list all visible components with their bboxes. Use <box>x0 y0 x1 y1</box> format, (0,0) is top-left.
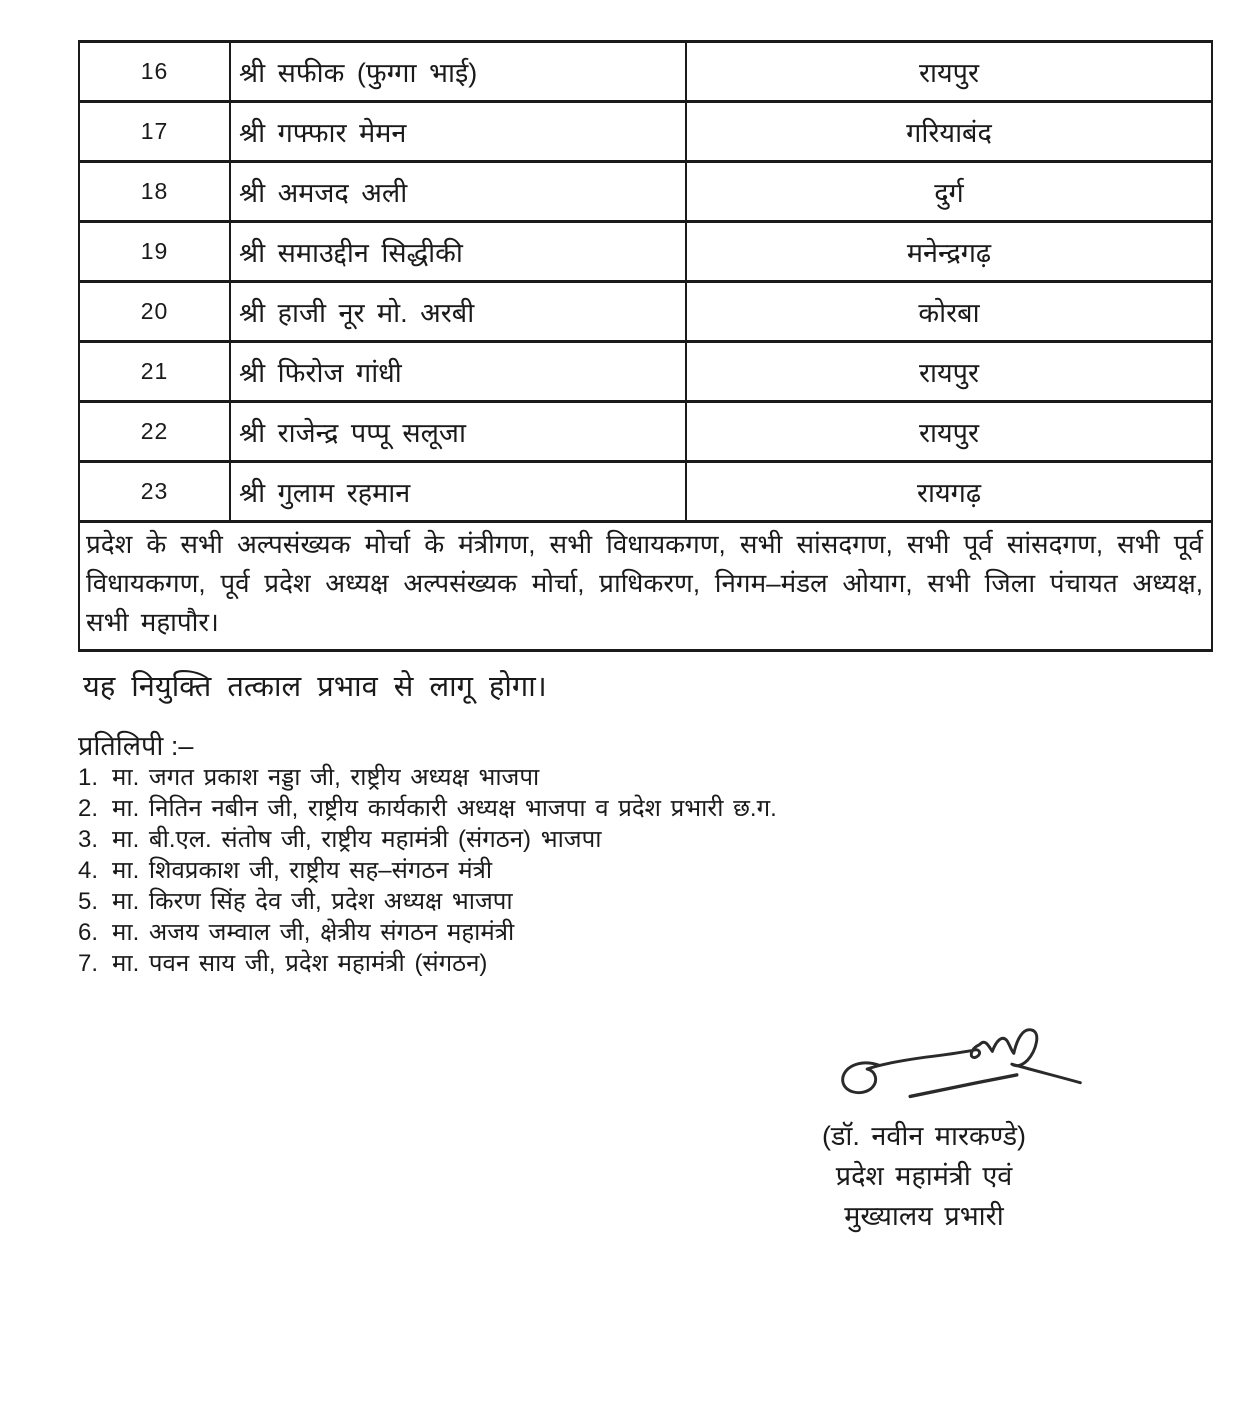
copy-recipient-list <box>78 762 938 979</box>
row-serial: 22 <box>79 402 230 462</box>
list-item <box>78 855 938 886</box>
list-item <box>78 762 938 793</box>
row-name: श्री गफ्फार मेमन <box>230 102 686 162</box>
list-item-number: 4. <box>78 857 99 884</box>
signatory-block <box>778 1116 1070 1236</box>
table-footer-note: प्रदेश के सभी अल्पसंख्यक मोर्चा के मंत्रीगण, सभी विधायकगण, सभी सांसदगण, सभी पूर्व सांसदगण, सभी पूर्व विधायकगण, पूर्व प्रदेश अध्यक्ष अल्पसंख्यक मोर्चा, प्राधिकरण, निगम–मंडल ओयाग, सभी जिला पंचायत अध्यक्ष, सभी महापौर। <box>79 522 1212 651</box>
row-name: श्री फिरोज गांधी <box>230 342 686 402</box>
signatory-name: (डॉ. नवीन मारकण्डे) <box>821 1121 1027 1151</box>
row-place: रायपुर <box>686 342 1212 402</box>
list-item-text: मा. अजय जम्वाल जी, क्षेत्रीय संगठन महामंत्री <box>112 919 515 946</box>
list-item-text: मा. जगत प्रकाश नड्डा जी, राष्ट्रीय अध्यक्ष भाजपा <box>112 764 540 791</box>
row-serial: 17 <box>79 102 230 162</box>
list-item-number: 5. <box>78 888 99 915</box>
list-item-text: मा. नितिन नबीन जी, राष्ट्रीय कार्यकारी अध्यक्ष भाजपा व प्रदेश प्रभारी छ.ग. <box>112 795 777 822</box>
list-item-text: मा. किरण सिंह देव जी, प्रदेश अध्यक्ष भाजपा <box>112 888 513 915</box>
appointee-table <box>78 40 1213 652</box>
row-serial: 21 <box>79 342 230 402</box>
row-name: श्री सफीक (फुग्गा भाई) <box>230 42 686 102</box>
table-row <box>79 402 1212 462</box>
list-item-number: 3. <box>78 826 99 853</box>
row-name: श्री गुलाम रहमान <box>230 462 686 522</box>
row-place: रायपुर <box>686 42 1212 102</box>
table-row <box>79 162 1212 222</box>
list-item-text: मा. पवन साय जी, प्रदेश महामंत्री (संगठन) <box>112 950 488 977</box>
row-serial: 23 <box>79 462 230 522</box>
row-place: मनेन्द्रगढ़ <box>686 222 1212 282</box>
table-footer-row <box>79 522 1212 651</box>
row-place: गरियाबंद <box>686 102 1212 162</box>
list-item-text: मा. बी.एल. संतोष जी, राष्ट्रीय महामंत्री (संगठन) भाजपा <box>112 826 602 853</box>
list-item <box>78 824 938 855</box>
row-name: श्री राजेन्द्र पप्पू सलूजा <box>230 402 686 462</box>
row-place: रायपुर <box>686 402 1212 462</box>
list-item <box>78 948 938 979</box>
list-item-number: 1. <box>78 764 99 791</box>
list-item <box>78 917 938 948</box>
row-place: दुर्ग <box>686 162 1212 222</box>
list-item-text: मा. शिवप्रकाश जी, राष्ट्रीय सह–संगठन मंत्री <box>112 857 493 884</box>
table-row <box>79 462 1212 522</box>
table-row <box>79 102 1212 162</box>
row-place: रायगढ़ <box>686 462 1212 522</box>
effective-note: यह नियुक्ति तत्काल प्रभाव से लागू होगा। <box>83 671 547 703</box>
list-item <box>78 793 938 824</box>
list-item <box>78 886 938 917</box>
signatory-title-line1: प्रदेश महामंत्री एवं <box>835 1161 1013 1191</box>
row-serial: 18 <box>79 162 230 222</box>
row-serial: 20 <box>79 282 230 342</box>
copy-list-heading: प्रतिलिपी :– <box>78 731 194 761</box>
signature-image <box>833 1026 1091 1114</box>
row-serial: 19 <box>79 222 230 282</box>
list-item-number: 2. <box>78 795 99 822</box>
table-row <box>79 282 1212 342</box>
row-name: श्री हाजी नूर मो. अरबी <box>230 282 686 342</box>
list-item-number: 7. <box>78 950 99 977</box>
row-place: कोरबा <box>686 282 1212 342</box>
list-item-number: 6. <box>78 919 99 946</box>
table-row <box>79 42 1212 102</box>
row-name: श्री समाउद्दीन सिद्धीकी <box>230 222 686 282</box>
table-row <box>79 222 1212 282</box>
row-serial: 16 <box>79 42 230 102</box>
row-name: श्री अमजद अली <box>230 162 686 222</box>
signatory-title-line2: मुख्यालय प्रभारी <box>844 1201 1004 1231</box>
table-row <box>79 342 1212 402</box>
